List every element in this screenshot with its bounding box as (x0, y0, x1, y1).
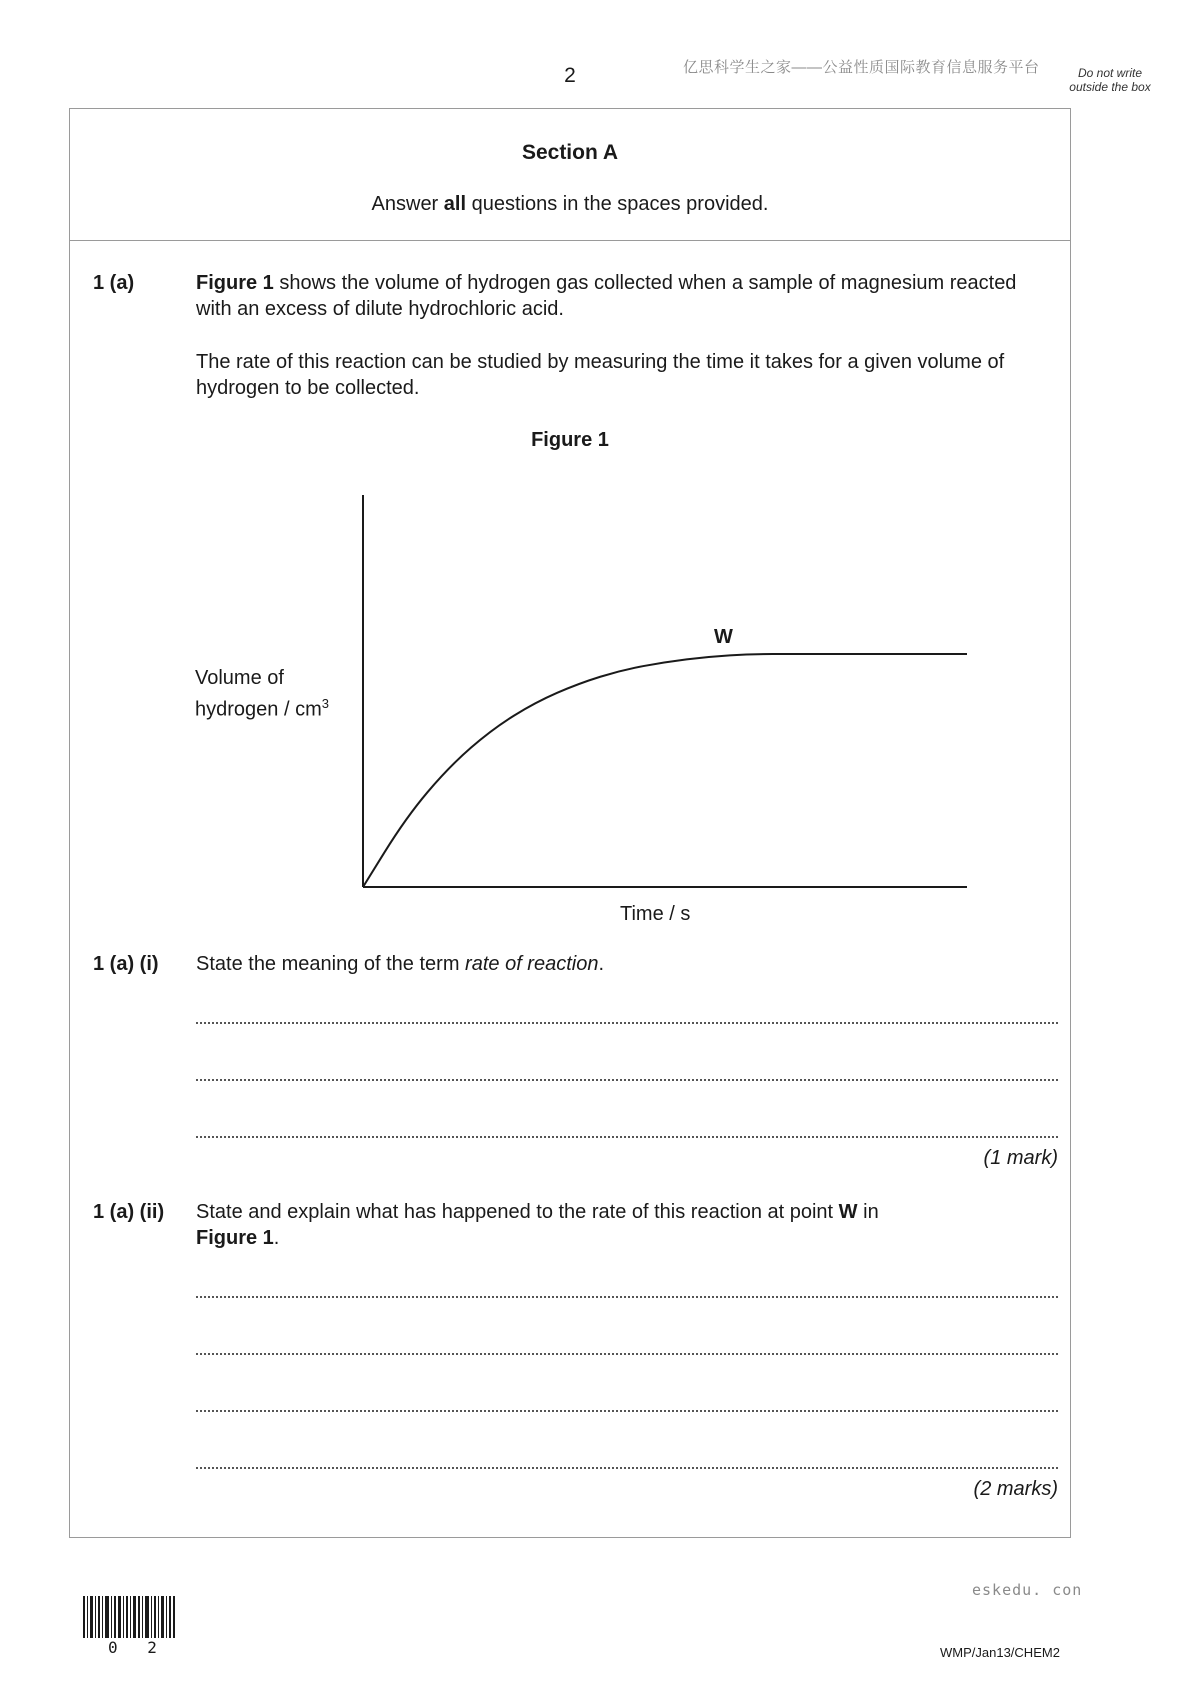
question-number-1ai: 1 (a) (i) (93, 953, 159, 975)
question-1a-intro (196, 270, 1056, 322)
intro-text: shows the volume of hydrogen gas collected when a sample of magnesium reacted with an excess of dilute hydrochloric acid. (196, 272, 1017, 320)
q1aii-figure: Figure 1 (196, 1227, 274, 1249)
reference-code: WMP/Jan13/CHEM2 (940, 1645, 1060, 1660)
q1aii-mid: in (857, 1201, 879, 1223)
q1ai-term: rate of reaction (465, 953, 599, 975)
y-label-line1: Volume of (195, 667, 284, 689)
site-banner: 亿思科学生之家——公益性质国际教育信息服务平台 (683, 59, 1040, 76)
q1ai-pre: State the meaning of the term (196, 953, 466, 975)
question-number-1a: 1 (a) (93, 272, 135, 294)
marks-1aii: (2 marks) (973, 1478, 1058, 1500)
answer-box-frame (69, 108, 1071, 1538)
answer-line[interactable] (196, 1079, 1058, 1081)
answer-line[interactable] (196, 1296, 1058, 1298)
barcode-number: 0 2 (108, 1638, 167, 1657)
y-axis-label (195, 665, 329, 723)
q1aii-pre: State and explain what has happened to the rate of this reaction at point (196, 1201, 839, 1223)
y-label-line2 (195, 691, 329, 723)
question-1a-paragraph: The rate of this reaction can be studied by measuring the time it takes for a given volume of hydrogen to be collected. (196, 351, 1005, 399)
answer-line[interactable] (196, 1136, 1058, 1138)
y-label-unit: hydrogen / cm (195, 698, 322, 721)
answer-line[interactable] (196, 1353, 1058, 1355)
instruction-pre: Answer (371, 193, 444, 215)
instruction-bold: all (443, 193, 467, 215)
marks-1ai: (1 mark) (983, 1147, 1058, 1169)
margin-note: Do not write outside the box (1069, 66, 1151, 94)
barcode (83, 1596, 177, 1638)
figure-reference: Figure 1 (196, 272, 274, 294)
x-axis-label: Time / s (620, 903, 691, 925)
section-divider (69, 240, 1071, 241)
figure-title: Figure 1 (531, 429, 609, 451)
y-label-sup: 3 (321, 696, 329, 711)
q1aii-post: . (273, 1227, 280, 1249)
question-number-1aii: 1 (a) (ii) (93, 1201, 165, 1223)
q1ai-post: . (598, 953, 605, 975)
question-1ai-text (196, 951, 1056, 977)
question-1aii-text (196, 1199, 1056, 1251)
instruction-post: questions in the spaces provided. (466, 193, 769, 215)
section-instruction (69, 193, 1071, 216)
section-title: Section A (521, 141, 619, 164)
q1aii-point: W (838, 1201, 858, 1223)
footer-site: eskedu. con (972, 1581, 1083, 1599)
answer-line[interactable] (196, 1410, 1058, 1412)
answer-line[interactable] (196, 1022, 1058, 1024)
answer-line[interactable] (196, 1467, 1058, 1469)
point-w-label: W (714, 626, 733, 648)
page-number: 2 (564, 64, 576, 87)
